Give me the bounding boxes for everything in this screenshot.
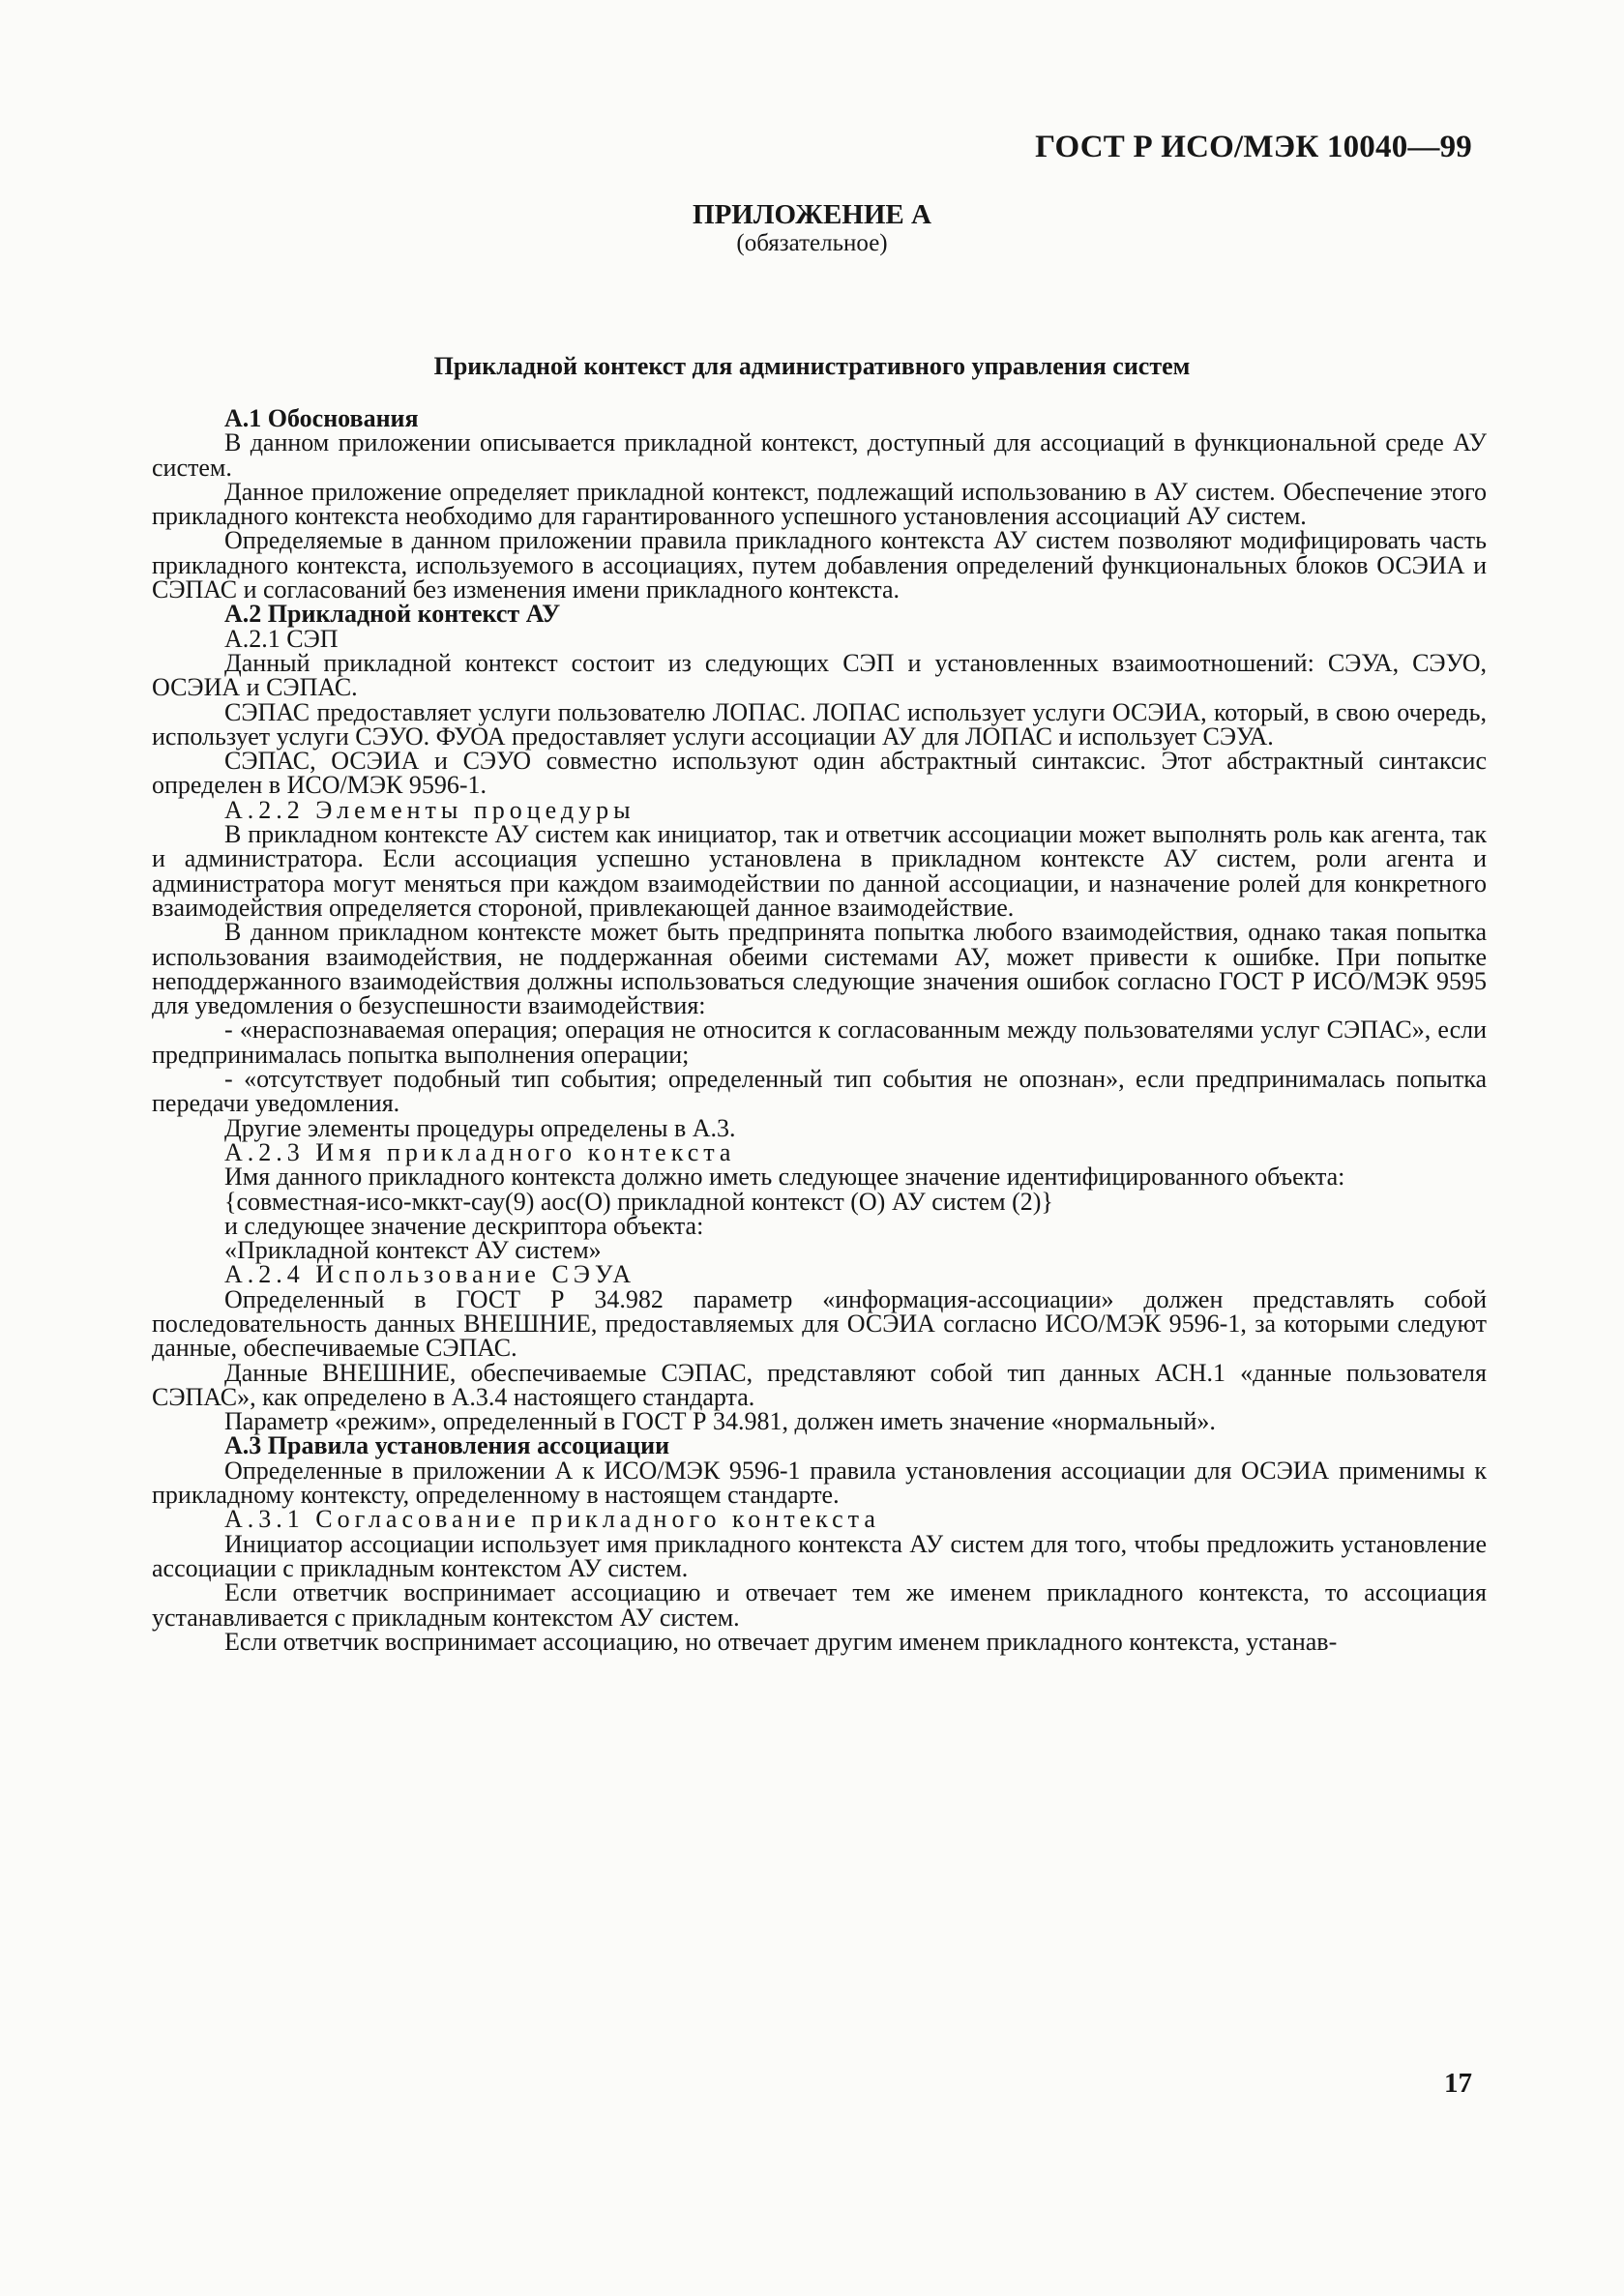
object-descriptor: «Прикладной контекст АУ систем» — [224, 1236, 602, 1265]
document-body — [152, 406, 1487, 1654]
paragraph: В данном приложении описывается прикладной контекст, доступный для ассоциаций в функциональной среде АУ систем. — [152, 428, 1487, 482]
page-number: 17 — [1444, 2068, 1472, 2099]
paragraph: Данное приложение определяет прикладной контекст, подлежащий использованию в АУ систем. Обеспечение этого прикладного контекста необходимо для гарантированного успешного установления ассоциаций АУ систем. — [152, 477, 1487, 531]
annex-status: (обязательное) — [736, 230, 888, 256]
paragraph: СЭПАС предоставляет услуги пользователю ЛОПАС. ЛОПАС использует услуги ОСЭИА, который, в свою очередь, использует услуги СЭУО. ФУОА предоставляет услуги ассоциации АУ для ЛОПАС и использует СЭУА. — [152, 697, 1487, 751]
paragraph: Данные ВНЕШНИЕ, обеспечиваемые СЭПАС, представляют собой тип данных АСН.1 «данные пользователя СЭПАС», как определено в А.3.4 настоящего стандарта. — [152, 1358, 1487, 1411]
paragraph: Другие элементы процедуры определены в А.3. — [224, 1113, 736, 1142]
paragraph: Определенный в ГОСТ Р 34.982 параметр «информация-ассоциации» должен представлять собой последовательность данных ВНЕШНИЕ, предоставляемых для ОСЭИА согласно ИСО/МЭК 9596-1, за которыми следуют данные, обеспечиваемые СЭПАС. — [152, 1284, 1487, 1363]
paragraph: Определенные в приложении А к ИСО/МЭК 9596-1 правила установления ассоциации для ОСЭИА применимы к прикладному контексту, определенному в настоящем стандарте. — [152, 1456, 1487, 1510]
document-header-id: ГОСТ Р ИСО/МЭК 10040—99 — [1035, 130, 1472, 164]
paragraph: В данном прикладном контексте может быть предпринята попытка любого взаимодействия, однако такая попытка использования взаимодействия, не поддержанная обеими системами АУ, может привести к ошибке. При попытке неподдержанного взаимодействия должны использоваться следующие значения ошибок согласно ГОСТ Р ИСО/МЭК 9595 для уведомления о безуспешности взаимодействия: — [152, 918, 1487, 1020]
paragraph: и следующее значение дескриптора объекта: — [224, 1211, 704, 1240]
list-item: - «нераспознаваемая операция; операция не относится к согласованным между пользователями услуг СЭПАС», если предпринималась попытка выполнения операции; — [152, 1016, 1487, 1069]
section-heading-a1: А.1 Обоснования — [224, 404, 419, 432]
paragraph: Инициатор ассоциации использует имя прикладного контекста АУ систем для того, чтобы предложить установление ассоциации с прикладным контекстом АУ систем. — [152, 1529, 1487, 1582]
object-identifier: {совместная-исо-мккт-сау(9) аос(О) прикладной контекст (О) АУ систем (2)} — [224, 1187, 1053, 1216]
section-heading-a3: А.3 Правила установления ассоциации — [224, 1431, 670, 1460]
paragraph: В прикладном контексте АУ систем как инициатор, так и ответчик ассоциации может выполнять роль как агента, так и администратора. Если ассоциация успешно установлена в прикладном контексте АУ систем, роли агента и администратора могут меняться при каждом взаимодействии по данной ассоциации, и назначение ролей для конкретного взаимодействия определяется стороной, привлекающей данное взаимодействие. — [152, 820, 1487, 922]
subsection-heading-a2-1: А.2.1 СЭП — [224, 624, 339, 653]
paragraph: Данный прикладной контекст состоит из следующих СЭП и установленных взаимоотношений: СЭУА, СЭУО, ОСЭИА и СЭПАС. — [152, 648, 1487, 702]
list-item: - «отсутствует подобный тип события; определенный тип события не опознан», если предпринималась попытка передачи уведомления. — [152, 1065, 1487, 1118]
section-heading-a2: А.2 Прикладной контекст АУ — [224, 600, 561, 629]
subsection-heading-a2-3: А.2.3 Имя прикладного контекста — [224, 1137, 736, 1166]
paragraph: Имя данного прикладного контекста должно иметь следующее значение идентифицированного объекта: — [224, 1163, 1345, 1192]
paragraph: Параметр «режим», определенный в ГОСТ Р 34.981, должен иметь значение «нормальный». — [224, 1407, 1216, 1436]
paragraph: Определяемые в данном приложении правила прикладного контекста АУ систем позволяют модифицировать часть прикладного контекста, используемого в ассоциациях, путем добавления определений функциональных блоков ОСЭИА и СЭПАС и согласований без изменения имени прикладного контекста. — [152, 526, 1487, 604]
paragraph: СЭПАС, ОСЭИА и СЭУО совместно используют один абстрактный синтаксис. Этот абстрактный синтаксис определен в ИСО/МЭК 9596-1. — [152, 747, 1487, 800]
annex-title: ПРИЛОЖЕНИЕ А — [693, 199, 931, 230]
subsection-heading-a3-1: А.3.1 Согласование прикладного контекста — [224, 1505, 880, 1534]
paragraph: Если ответчик воспринимает ассоциацию и отвечает тем же именем прикладного контекста, то ассоциация устанавливается с прикладным контекстом АУ систем. — [152, 1578, 1487, 1632]
subsection-heading-a2-2: А.2.2 Элементы процедуры — [224, 795, 635, 824]
document-title: Прикладной контекст для административного управления систем — [433, 352, 1191, 380]
paragraph: Если ответчик воспринимает ассоциацию, но отвечает другим именем прикладного контекста, устанав- — [224, 1627, 1338, 1656]
subsection-heading-a2-4: А.2.4 Использование СЭУА — [224, 1260, 636, 1289]
